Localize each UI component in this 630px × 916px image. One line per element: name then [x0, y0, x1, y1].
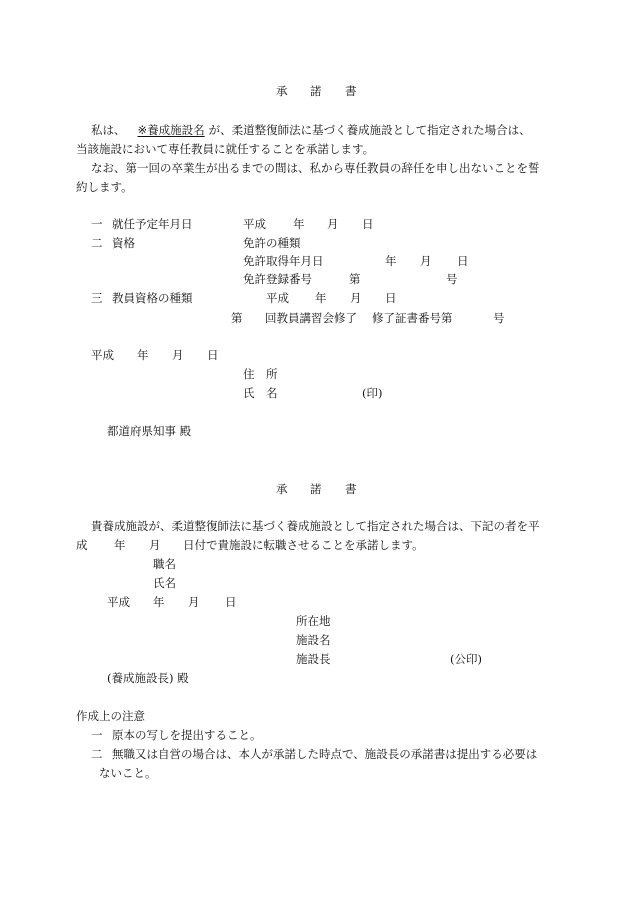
note-2-continuation: ないこと。 [99, 766, 157, 780]
item1-label: 就任予定年月日 [112, 217, 193, 231]
doc2-facility-label: 施設名 [296, 633, 331, 647]
doc1-paragraph-2-line-2: 約します。 [76, 180, 133, 194]
doc1-title-char-2: 諾 [310, 84, 322, 98]
doc1-para1-suffix: が、柔道整復師法に基づく養成施設として指定された場合は、 [208, 123, 531, 137]
doc2-addressee: (養成施設長) 殿 [107, 671, 189, 685]
doc2-position-label: 職名 [153, 557, 176, 571]
item2-license-date: 免許取得年月日 [243, 254, 324, 268]
doc1-paragraph-1-line-2: 当該施設において専任教員に就任することを承諾します。 [76, 142, 375, 156]
item2-year: 年 [385, 254, 397, 268]
doc2-body-year: 年 [114, 538, 126, 552]
item3-course: 回教員講習会修了 [265, 311, 357, 325]
doc2-date-month: 月 [188, 595, 200, 609]
doc2-official-seal: (公印) [450, 652, 482, 666]
doc2-body-line-1: 貴養成施設が、柔道整復師法に基づく養成施設として指定された場合は、下記の者を平 [91, 519, 540, 533]
doc2-date-day: 日 [225, 595, 237, 609]
doc2-title-char-1: 承 [276, 482, 288, 496]
note-2-number: 二 [91, 747, 103, 761]
item1-day: 日 [362, 217, 374, 231]
doc2-date-year: 年 [153, 595, 165, 609]
item2-go: 号 [446, 272, 458, 286]
doc2-location-label: 所在地 [296, 614, 331, 628]
doc1-addressee: 都道府県知事 殿 [107, 424, 192, 438]
item2-month: 月 [420, 254, 432, 268]
notes-heading: 作成上の注意 [76, 709, 145, 723]
doc1-facility-name-placeholder: ※養成施設名 [137, 123, 205, 137]
item3-label: 教員資格の種類 [112, 291, 193, 305]
item1-year: 年 [293, 217, 305, 231]
doc1-date-month: 月 [172, 348, 184, 362]
doc2-title-char-2: 諾 [310, 482, 322, 496]
doc2-head-label: 施設長 [296, 652, 331, 666]
doc1-address-label: 住 所 [243, 367, 278, 381]
item2-dai: 第 [349, 272, 361, 286]
doc1-name-label: 氏 名 [243, 386, 278, 400]
item2-label: 資格 [112, 236, 135, 250]
doc1-paragraph-1-line-1 [91, 125, 531, 137]
doc1-paragraph-2-line-1: なお、第一回の卒業生が出るまでの間は、私から専任教員の辞任を申し出ないことを誓 [91, 161, 540, 175]
item2-license-type: 免許の種類 [243, 236, 301, 250]
item2-day: 日 [457, 254, 469, 268]
item3-month: 月 [350, 291, 362, 305]
note-1-number: 一 [91, 728, 103, 742]
doc1-title-char-3: 書 [345, 84, 357, 98]
item2-number: 二 [91, 236, 103, 250]
item3-number: 三 [91, 291, 103, 305]
doc2-title-char-3: 書 [345, 482, 357, 496]
item3-era: 平成 [266, 291, 289, 305]
doc2-body-rest: 日付で貴施設に転職させることを承諾します。 [183, 538, 424, 552]
doc1-date-day: 日 [207, 348, 219, 362]
doc1-para1-prefix: 私は、 [91, 123, 126, 137]
doc1-date-era: 平成 [91, 348, 114, 362]
item1-era: 平成 [243, 217, 266, 231]
note-2-text: 無職又は自営の場合は、本人が承諾した時点で、施設長の承諾書は提出する必要は [112, 747, 538, 761]
doc2-body-month: 月 [149, 538, 161, 552]
item1-month: 月 [327, 217, 339, 231]
item1-number: 一 [91, 217, 103, 231]
doc2-date-era: 平成 [107, 595, 130, 609]
doc1-date-year: 年 [137, 348, 149, 362]
doc1-seal: (印) [362, 386, 383, 400]
doc1-title-char-1: 承 [276, 84, 288, 98]
item3-dai: 第 [231, 311, 243, 325]
item3-day: 日 [385, 291, 397, 305]
item3-cert-number: 修了証書番号第 [372, 311, 453, 325]
item2-license-number: 免許登録番号 [243, 272, 312, 286]
doc2-body-era-end: 成 [76, 538, 88, 552]
note-1-text: 原本の写しを提出すること。 [112, 728, 262, 742]
item3-go: 号 [493, 311, 505, 325]
item3-year: 年 [315, 291, 327, 305]
doc2-name-label: 氏名 [153, 576, 176, 590]
